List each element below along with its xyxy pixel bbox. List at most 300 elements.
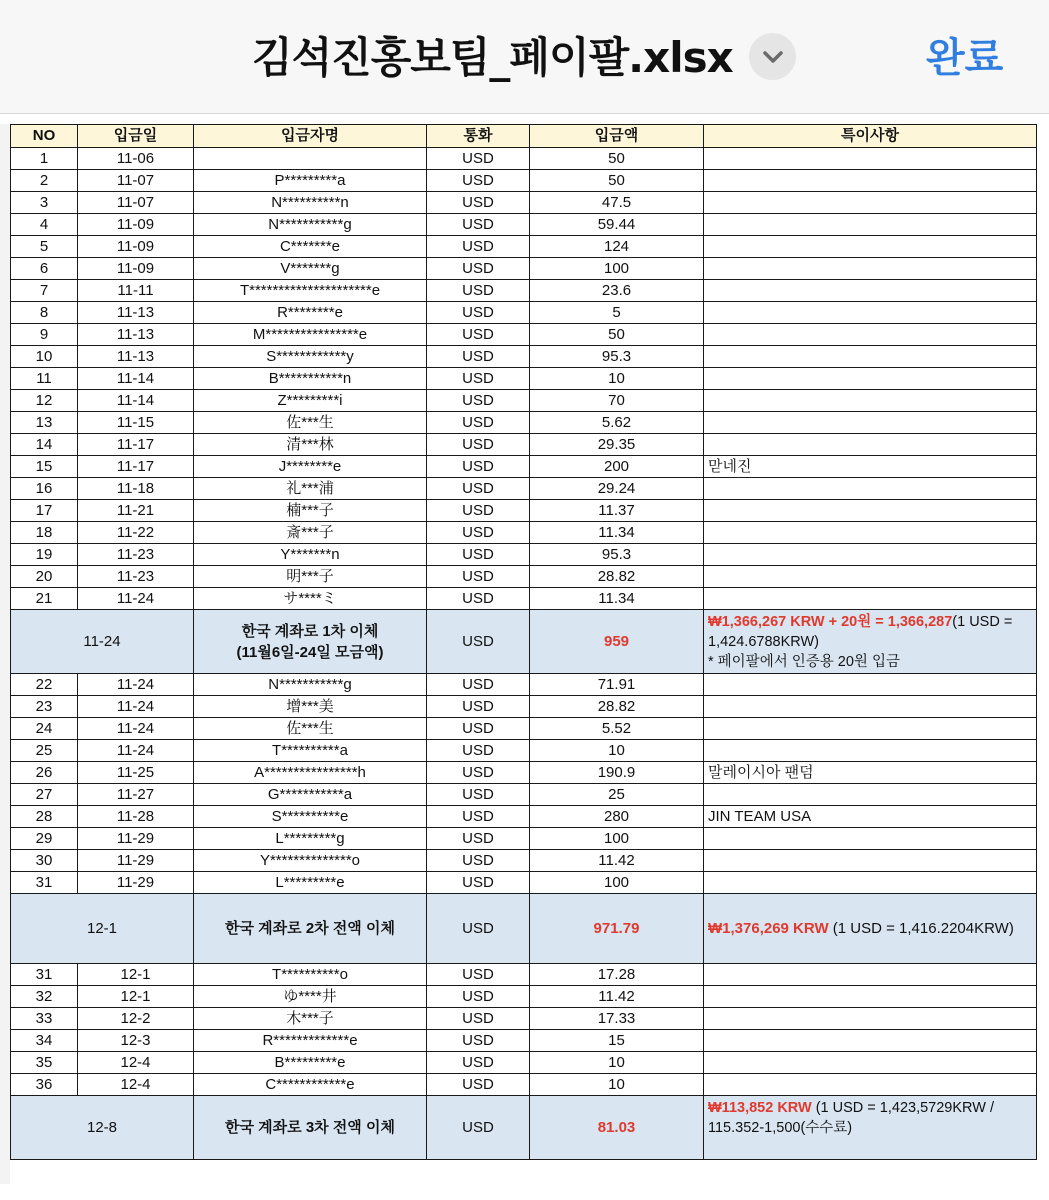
cell-currency[interactable]: USD [427, 522, 530, 544]
cell-amount[interactable]: 11.37 [530, 500, 704, 522]
cell-note[interactable] [704, 1052, 1037, 1074]
cell-name[interactable]: サ****ミ [194, 588, 427, 610]
cell-name[interactable]: J********e [194, 456, 427, 478]
cell-no[interactable]: 21 [11, 588, 78, 610]
cell-name[interactable]: 明***子 [194, 566, 427, 588]
cell-amount[interactable]: 10 [530, 740, 704, 762]
summary-amount[interactable]: 971.79 [530, 894, 704, 964]
cell-amount[interactable]: 29.35 [530, 434, 704, 456]
cell-note[interactable] [704, 740, 1037, 762]
header-row [11, 125, 1037, 148]
cell-name[interactable]: P*********a [194, 170, 427, 192]
cell-name[interactable]: A****************h [194, 762, 427, 784]
cell-currency[interactable]: USD [427, 390, 530, 412]
summary-currency[interactable]: USD [427, 610, 530, 674]
cell-amount[interactable]: 5 [530, 302, 704, 324]
cell-currency[interactable]: USD [427, 964, 530, 986]
cell-currency[interactable]: USD [427, 544, 530, 566]
table-row [11, 964, 1037, 986]
cell-date[interactable]: 11-22 [78, 522, 194, 544]
cell-name[interactable]: L*********g [194, 828, 427, 850]
cell-no[interactable]: 9 [11, 324, 78, 346]
summary-note-rate: (1 USD = 1,423,5729KRW / 115.352-1,500(수수료) [708, 1100, 994, 1136]
cell-name[interactable]: 楠***子 [194, 500, 427, 522]
cell-date[interactable]: 11-09 [78, 236, 194, 258]
cell-date[interactable]: 11-17 [78, 456, 194, 478]
cell-note[interactable] [704, 522, 1037, 544]
cell-amount[interactable]: 190.9 [530, 762, 704, 784]
cell-no[interactable]: 3 [11, 192, 78, 214]
chevron-down-icon [762, 50, 784, 64]
cell-note[interactable] [704, 674, 1037, 696]
table-row [11, 1030, 1037, 1052]
cell-name[interactable]: C*******e [194, 236, 427, 258]
cell-no[interactable]: 7 [11, 280, 78, 302]
cell-name[interactable]: N***********g [194, 674, 427, 696]
cell-currency[interactable]: USD [427, 324, 530, 346]
cell-no[interactable]: 8 [11, 302, 78, 324]
cell-note[interactable] [704, 170, 1037, 192]
cell-date[interactable]: 11-24 [78, 674, 194, 696]
cell-currency[interactable]: USD [427, 566, 530, 588]
cell-currency[interactable]: USD [427, 258, 530, 280]
cell-date[interactable]: 11-13 [78, 346, 194, 368]
table-row [11, 588, 1037, 610]
cell-date[interactable]: 11-13 [78, 324, 194, 346]
cell-name[interactable] [194, 148, 427, 170]
cell-date[interactable]: 11-13 [78, 302, 194, 324]
summary-note-krw: ₩1,366,267 KRW + 20원 = 1,366,287 [708, 614, 953, 630]
cell-no[interactable]: 33 [11, 1008, 78, 1030]
cell-note[interactable] [704, 872, 1037, 894]
cell-currency[interactable]: USD [427, 456, 530, 478]
summary-note-krw: ₩1,376,269 KRW [708, 919, 829, 937]
spreadsheet[interactable] [10, 124, 1037, 1160]
cell-currency[interactable]: USD [427, 1074, 530, 1096]
cell-no[interactable]: 4 [11, 214, 78, 236]
cell-no[interactable]: 20 [11, 566, 78, 588]
col-header-amount[interactable]: 입금액 [530, 125, 704, 148]
cell-date[interactable]: 11-28 [78, 806, 194, 828]
table-row [11, 214, 1037, 236]
cell-date[interactable]: 11-07 [78, 192, 194, 214]
cell-date[interactable]: 11-21 [78, 500, 194, 522]
table-row [11, 740, 1037, 762]
cell-name[interactable]: N***********g [194, 214, 427, 236]
cell-currency[interactable]: USD [427, 1008, 530, 1030]
cell-no[interactable]: 12 [11, 390, 78, 412]
table-row [11, 544, 1037, 566]
cell-amount[interactable]: 50 [530, 324, 704, 346]
cell-name[interactable]: V*******g [194, 258, 427, 280]
cell-currency[interactable]: USD [427, 236, 530, 258]
cell-no[interactable]: 30 [11, 850, 78, 872]
cell-name[interactable]: B***********n [194, 368, 427, 390]
cell-date[interactable]: 12-3 [78, 1030, 194, 1052]
cell-amount[interactable]: 25 [530, 784, 704, 806]
cell-amount[interactable]: 5.52 [530, 718, 704, 740]
col-header-name[interactable]: 입금자명 [194, 125, 427, 148]
summary-note-rate: (1 USD = 1,416.2204KRW) [828, 919, 1014, 937]
cell-date[interactable]: 11-17 [78, 434, 194, 456]
summary-desc[interactable]: 한국 계좌로 2차 전액 이체 [194, 894, 427, 964]
cell-no[interactable]: 6 [11, 258, 78, 280]
cell-no[interactable]: 16 [11, 478, 78, 500]
cell-note[interactable] [704, 964, 1037, 986]
col-header-date[interactable]: 입금일 [78, 125, 194, 148]
cell-date[interactable]: 11-14 [78, 390, 194, 412]
cell-no[interactable]: 22 [11, 674, 78, 696]
cell-note[interactable] [704, 346, 1037, 368]
cell-no[interactable]: 1 [11, 148, 78, 170]
col-header-currency[interactable]: 통화 [427, 125, 530, 148]
cell-note[interactable] [704, 696, 1037, 718]
cell-currency[interactable]: USD [427, 674, 530, 696]
cell-amount[interactable]: 11.42 [530, 850, 704, 872]
cell-amount[interactable]: 95.3 [530, 544, 704, 566]
summary-row-2 [11, 894, 1037, 964]
cell-amount[interactable]: 50 [530, 170, 704, 192]
table-row [11, 674, 1037, 696]
title-bar [0, 0, 1049, 114]
cell-amount[interactable]: 5.62 [530, 412, 704, 434]
cell-name[interactable]: 木***子 [194, 1008, 427, 1030]
cell-currency[interactable]: USD [427, 192, 530, 214]
cell-note[interactable] [704, 412, 1037, 434]
cell-currency[interactable]: USD [427, 346, 530, 368]
table-row [11, 456, 1037, 478]
document-title[interactable] [252, 22, 733, 88]
cell-name[interactable]: T**********o [194, 964, 427, 986]
cell-note[interactable] [704, 784, 1037, 806]
table-row [11, 302, 1037, 324]
cell-currency[interactable]: USD [427, 762, 530, 784]
cell-amount[interactable]: 70 [530, 390, 704, 412]
cell-name[interactable]: R*************e [194, 1030, 427, 1052]
summary-note[interactable] [704, 610, 1037, 674]
cell-no[interactable]: 11 [11, 368, 78, 390]
summary-note[interactable] [704, 894, 1037, 964]
cell-name[interactable]: Z*********i [194, 390, 427, 412]
cell-currency[interactable]: USD [427, 412, 530, 434]
cell-note[interactable] [704, 544, 1037, 566]
cell-note[interactable] [704, 302, 1037, 324]
cell-note[interactable] [704, 192, 1037, 214]
cell-name[interactable]: C************e [194, 1074, 427, 1096]
cell-amount[interactable]: 124 [530, 236, 704, 258]
table-row [11, 1008, 1037, 1030]
cell-no[interactable]: 36 [11, 1074, 78, 1096]
cell-note[interactable] [704, 258, 1037, 280]
cell-date[interactable]: 12-1 [78, 964, 194, 986]
cell-no[interactable]: 15 [11, 456, 78, 478]
cell-date[interactable]: 11-29 [78, 850, 194, 872]
table-row [11, 148, 1037, 170]
summary-note-rate: (1 USD = 1,424.6788KRW) [708, 614, 1013, 650]
cell-amount[interactable]: 59.44 [530, 214, 704, 236]
col-header-note[interactable]: 특이사항 [704, 125, 1037, 148]
table-row [11, 784, 1037, 806]
table-row [11, 986, 1037, 1008]
cell-name[interactable]: M****************e [194, 324, 427, 346]
cell-no[interactable]: 19 [11, 544, 78, 566]
cell-amount[interactable]: 28.82 [530, 566, 704, 588]
table-row [11, 192, 1037, 214]
cell-amount[interactable]: 71.91 [530, 674, 704, 696]
cell-amount[interactable]: 100 [530, 258, 704, 280]
table-row [11, 1074, 1037, 1096]
summary-note-krw: ₩113,852 KRW [708, 1100, 812, 1116]
table-row [11, 828, 1037, 850]
cell-date[interactable]: 11-24 [78, 696, 194, 718]
table-row [11, 762, 1037, 784]
cell-currency[interactable]: USD [427, 872, 530, 894]
cell-date[interactable]: 11-07 [78, 170, 194, 192]
cell-date[interactable]: 12-1 [78, 986, 194, 1008]
cell-date[interactable]: 11-27 [78, 784, 194, 806]
cell-amount[interactable]: 100 [530, 828, 704, 850]
done-button[interactable]: 완료 [926, 35, 1004, 81]
cell-date[interactable]: 11-23 [78, 544, 194, 566]
cell-name[interactable]: 礼***浦 [194, 478, 427, 500]
cell-note[interactable] [704, 280, 1037, 302]
summary-date[interactable]: 12-1 [11, 894, 194, 964]
cell-note[interactable] [704, 368, 1037, 390]
cell-no[interactable]: 18 [11, 522, 78, 544]
cell-date[interactable]: 11-29 [78, 872, 194, 894]
cell-currency[interactable]: USD [427, 806, 530, 828]
cell-amount[interactable]: 10 [530, 1052, 704, 1074]
cell-note[interactable] [704, 986, 1037, 1008]
cell-note[interactable]: 맏네진 [704, 456, 1037, 478]
cell-date[interactable]: 11-24 [78, 718, 194, 740]
table-row [11, 500, 1037, 522]
summary-row-3 [11, 1096, 1037, 1160]
cell-amount[interactable]: 11.42 [530, 986, 704, 1008]
table-row [11, 170, 1037, 192]
cell-currency[interactable]: USD [427, 588, 530, 610]
cell-note[interactable] [704, 500, 1037, 522]
cell-amount[interactable]: 95.3 [530, 346, 704, 368]
cell-currency[interactable]: USD [427, 1030, 530, 1052]
summary-date[interactable]: 11-24 [11, 610, 194, 674]
document-title-text: 김석진홍보팀_페이팔.xlsx [252, 33, 733, 82]
cell-currency[interactable]: USD [427, 170, 530, 192]
cell-currency[interactable]: USD [427, 214, 530, 236]
cell-name[interactable]: 清***林 [194, 434, 427, 456]
table-row [11, 434, 1037, 456]
cell-date[interactable]: 11-18 [78, 478, 194, 500]
table-row [11, 850, 1037, 872]
cell-name[interactable]: R********e [194, 302, 427, 324]
table-row [11, 872, 1037, 894]
cell-note[interactable] [704, 1074, 1037, 1096]
cell-name[interactable]: T*********************e [194, 280, 427, 302]
cell-currency[interactable]: USD [427, 368, 530, 390]
table-row [11, 324, 1037, 346]
table-row [11, 236, 1037, 258]
cell-note[interactable] [704, 390, 1037, 412]
cell-note[interactable] [704, 566, 1037, 588]
cell-amount[interactable]: 11.34 [530, 588, 704, 610]
cell-currency[interactable]: USD [427, 478, 530, 500]
cell-note[interactable] [704, 718, 1037, 740]
cell-name[interactable]: 佐***生 [194, 412, 427, 434]
cell-date[interactable]: 11-25 [78, 762, 194, 784]
cell-no[interactable]: 35 [11, 1052, 78, 1074]
cell-no[interactable]: 23 [11, 696, 78, 718]
cell-date[interactable]: 11-09 [78, 258, 194, 280]
summary-amount[interactable]: 81.03 [530, 1096, 704, 1160]
cell-name[interactable]: S************y [194, 346, 427, 368]
cell-date[interactable]: 12-4 [78, 1052, 194, 1074]
cell-name[interactable]: ゆ****井 [194, 986, 427, 1008]
cell-no[interactable]: 27 [11, 784, 78, 806]
cell-currency[interactable]: USD [427, 434, 530, 456]
deposit-table [10, 124, 1037, 1160]
cell-amount[interactable]: 200 [530, 456, 704, 478]
cell-note[interactable] [704, 850, 1037, 872]
cell-currency[interactable]: USD [427, 500, 530, 522]
summary-amount[interactable]: 959 [530, 610, 704, 674]
cell-amount[interactable]: 280 [530, 806, 704, 828]
cell-amount[interactable]: 47.5 [530, 192, 704, 214]
cell-amount[interactable]: 15 [530, 1030, 704, 1052]
cell-note[interactable] [704, 588, 1037, 610]
cell-no[interactable]: 24 [11, 718, 78, 740]
cell-date[interactable]: 11-23 [78, 566, 194, 588]
table-row [11, 478, 1037, 500]
cell-name[interactable]: G***********a [194, 784, 427, 806]
cell-amount[interactable]: 10 [530, 1074, 704, 1096]
table-row [11, 390, 1037, 412]
cell-amount[interactable]: 29.24 [530, 478, 704, 500]
table-row [11, 696, 1037, 718]
cell-no[interactable]: 26 [11, 762, 78, 784]
cell-note[interactable] [704, 478, 1037, 500]
cell-currency[interactable]: USD [427, 828, 530, 850]
cell-note[interactable] [704, 324, 1037, 346]
summary-date[interactable]: 12-8 [11, 1096, 194, 1160]
table-row [11, 522, 1037, 544]
col-header-no[interactable]: NO [11, 125, 78, 148]
cell-note[interactable] [704, 148, 1037, 170]
summary-currency[interactable]: USD [427, 1096, 530, 1160]
cell-no[interactable]: 17 [11, 500, 78, 522]
cell-no[interactable]: 5 [11, 236, 78, 258]
cell-no[interactable]: 29 [11, 828, 78, 850]
cell-note[interactable] [704, 1008, 1037, 1030]
cell-note[interactable] [704, 214, 1037, 236]
cell-note[interactable] [704, 236, 1037, 258]
cell-date[interactable]: 11-11 [78, 280, 194, 302]
cell-currency[interactable]: USD [427, 986, 530, 1008]
cell-name[interactable]: Y*******n [194, 544, 427, 566]
cell-note[interactable] [704, 828, 1037, 850]
cell-date[interactable]: 12-4 [78, 1074, 194, 1096]
cell-currency[interactable]: USD [427, 1052, 530, 1074]
table-row [11, 566, 1037, 588]
cell-no[interactable]: 10 [11, 346, 78, 368]
cell-currency[interactable]: USD [427, 784, 530, 806]
cell-currency[interactable]: USD [427, 718, 530, 740]
cell-no[interactable]: 14 [11, 434, 78, 456]
summary-desc[interactable]: 한국 계좌로 3차 전액 이체 [194, 1096, 427, 1160]
cell-currency[interactable]: USD [427, 850, 530, 872]
cell-name[interactable]: B*********e [194, 1052, 427, 1074]
cell-currency[interactable]: USD [427, 740, 530, 762]
cell-no[interactable]: 2 [11, 170, 78, 192]
cell-no[interactable]: 31 [11, 872, 78, 894]
cell-date[interactable]: 11-15 [78, 412, 194, 434]
cell-name[interactable]: S**********e [194, 806, 427, 828]
cell-amount[interactable]: 17.33 [530, 1008, 704, 1030]
cell-amount[interactable]: 100 [530, 872, 704, 894]
summary-desc[interactable] [194, 610, 427, 674]
cell-name[interactable]: N**********n [194, 192, 427, 214]
table-row [11, 280, 1037, 302]
summary-currency[interactable]: USD [427, 894, 530, 964]
cell-date[interactable]: 12-2 [78, 1008, 194, 1030]
cell-date[interactable]: 11-14 [78, 368, 194, 390]
cell-no[interactable]: 31 [11, 964, 78, 986]
cell-date[interactable]: 11-09 [78, 214, 194, 236]
cell-currency[interactable]: USD [427, 696, 530, 718]
cell-no[interactable]: 32 [11, 986, 78, 1008]
summary-note[interactable] [704, 1096, 1037, 1160]
cell-name[interactable]: 佐***生 [194, 718, 427, 740]
cell-date[interactable]: 11-24 [78, 588, 194, 610]
cell-no[interactable]: 13 [11, 412, 78, 434]
cell-name[interactable]: L*********e [194, 872, 427, 894]
cell-note[interactable]: JIN TEAM USA [704, 806, 1037, 828]
table-row [11, 1052, 1037, 1074]
cell-name[interactable]: 斎***子 [194, 522, 427, 544]
cell-amount[interactable]: 17.28 [530, 964, 704, 986]
cell-note[interactable] [704, 434, 1037, 456]
cell-name[interactable]: Y**************o [194, 850, 427, 872]
cell-currency[interactable]: USD [427, 302, 530, 324]
table-row [11, 258, 1037, 280]
summary-note-line2: * 페이팔에서 인증용 20원 입금 [708, 654, 900, 670]
table-row [11, 368, 1037, 390]
cell-note[interactable]: 말레이시아 팬덤 [704, 762, 1037, 784]
table-row [11, 718, 1037, 740]
cell-currency[interactable]: USD [427, 148, 530, 170]
cell-amount[interactable]: 23.6 [530, 280, 704, 302]
cell-no[interactable]: 34 [11, 1030, 78, 1052]
cell-amount[interactable]: 50 [530, 148, 704, 170]
cell-date[interactable]: 11-24 [78, 740, 194, 762]
cell-amount[interactable]: 28.82 [530, 696, 704, 718]
cell-name[interactable]: T**********a [194, 740, 427, 762]
table-row [11, 412, 1037, 434]
cell-note[interactable] [704, 1030, 1037, 1052]
cell-currency[interactable]: USD [427, 280, 530, 302]
row-gutter [0, 124, 10, 1184]
table-row [11, 346, 1037, 368]
cell-amount[interactable]: 11.34 [530, 522, 704, 544]
title-menu-button[interactable] [749, 33, 796, 80]
summary-desc-line1: 한국 계좌로 1차 이체 [241, 622, 379, 640]
cell-name[interactable]: 增***美 [194, 696, 427, 718]
cell-date[interactable]: 11-29 [78, 828, 194, 850]
cell-no[interactable]: 25 [11, 740, 78, 762]
cell-amount[interactable]: 10 [530, 368, 704, 390]
cell-no[interactable]: 28 [11, 806, 78, 828]
cell-date[interactable]: 11-06 [78, 148, 194, 170]
summary-row-1 [11, 610, 1037, 674]
